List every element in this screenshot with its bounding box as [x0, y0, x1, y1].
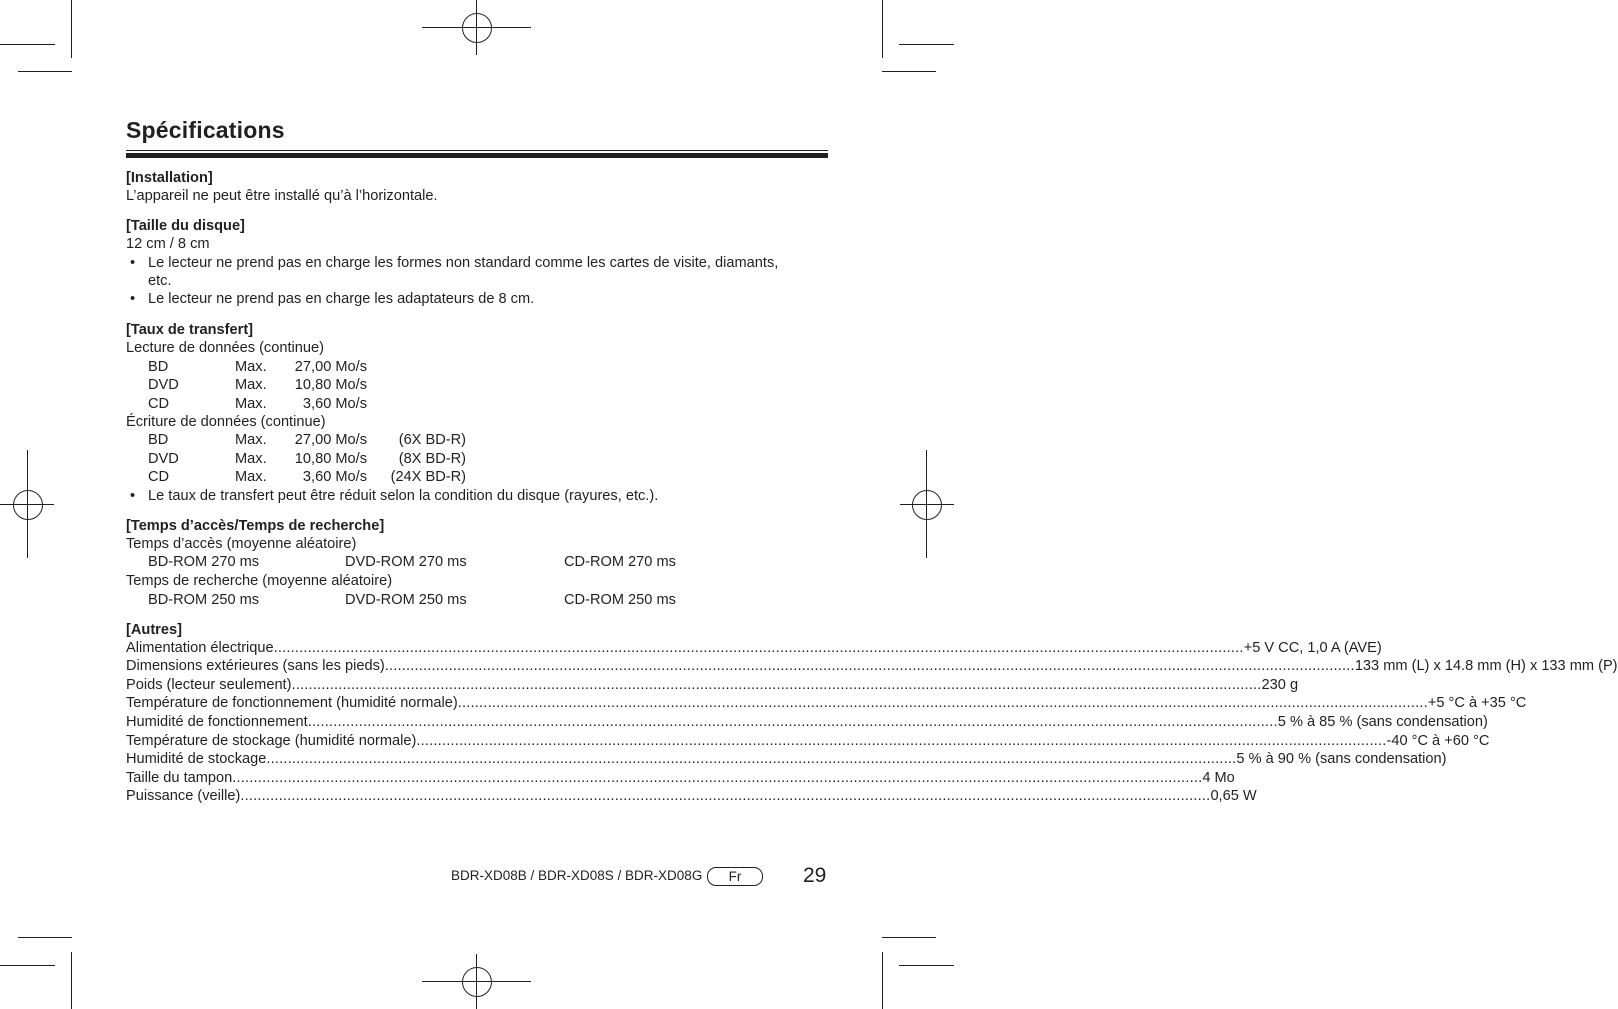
bullet-icon: •: [130, 255, 136, 271]
read-speed: 27,00 Mo/s: [294, 359, 367, 375]
read-max: Max.: [235, 377, 267, 393]
installation-heading: [Installation]: [126, 170, 213, 186]
spec-row-op-humidity: [126, 713, 1488, 731]
leader-dots: ....................................................................................................................................................................................................................................: [291, 677, 1262, 693]
disc-size-bullet-1-cont: etc.: [148, 273, 172, 289]
access-dvd: DVD-ROM 270 ms: [345, 554, 467, 570]
crop-mark: [71, 0, 72, 58]
read-max: Max.: [235, 359, 267, 375]
bullet-icon: •: [130, 291, 136, 307]
read-label: Lecture de données (continue): [126, 340, 324, 356]
spec-value: 5 % à 90 % (sans condensation): [1236, 751, 1447, 767]
access-bd: BD-ROM 270 ms: [148, 554, 260, 570]
spec-label: Alimentation électrique: [126, 640, 274, 656]
read-media: DVD: [148, 377, 179, 393]
read-speed: 10,80 Mo/s: [294, 377, 367, 393]
spec-label: Température de fonctionnement (humidité normale): [126, 695, 458, 711]
spec-label: Température de stockage (humidité normale): [126, 733, 417, 749]
language-badge: Fr: [707, 867, 763, 886]
spec-label: Poids (lecteur seulement): [126, 677, 292, 693]
crop-mark: [882, 71, 936, 72]
seek-bd: BD-ROM 250 ms: [148, 592, 260, 608]
leader-dots: ....................................................................................................................................................................................................................................: [273, 640, 1244, 656]
leader-dots: ....................................................................................................................................................................................................................................: [240, 788, 1211, 804]
spec-row-dimensions: [126, 657, 1618, 675]
spec-value: 133 mm (L) x 14.8 mm (H) x 133 mm (P): [1354, 658, 1618, 674]
spec-value: +5 V CC, 1,0 A (AVE): [1243, 640, 1382, 656]
spec-label: Humidité de fonctionnement: [126, 714, 308, 730]
spec-value: 5 % à 85 % (sans condensation): [1277, 714, 1488, 730]
write-media: BD: [148, 432, 169, 448]
spec-value: +5 °C à +35 °C: [1427, 695, 1527, 711]
disc-size-bullet-2: Le lecteur ne prend pas en charge les adaptateurs de 8 cm.: [148, 291, 535, 307]
disc-size-value: 12 cm / 8 cm: [126, 236, 210, 252]
access-cd: CD-ROM 270 ms: [564, 554, 676, 570]
write-note: (6X BD-R): [398, 432, 466, 448]
spec-value: -40 °C à +60 °C: [1386, 733, 1490, 749]
spec-value: 0,65 W: [1210, 788, 1257, 804]
spec-value: 4 Mo: [1202, 770, 1235, 786]
page-number: 29: [803, 864, 827, 887]
read-speed: 3,60 Mo/s: [302, 396, 367, 412]
leader-dots: ....................................................................................................................................................................................................................................: [232, 770, 1203, 786]
leader-dots: ....................................................................................................................................................................................................................................: [266, 751, 1237, 767]
seek-cd: CD-ROM 250 ms: [564, 592, 676, 608]
crop-mark: [899, 965, 954, 966]
crop-mark: [899, 44, 954, 45]
spec-label: Puissance (veille): [126, 788, 241, 804]
write-max: Max.: [235, 451, 267, 467]
seek-label: Temps de recherche (moyenne aléatoire): [126, 573, 393, 589]
spec-row-storage-humidity: [126, 750, 1447, 768]
transfer-heading: [Taux de transfert]: [126, 322, 254, 338]
spec-label: Taille du tampon: [126, 770, 233, 786]
spec-row-power: [126, 639, 1382, 657]
crop-mark: [0, 965, 55, 966]
write-speed: 27,00 Mo/s: [294, 432, 367, 448]
write-max: Max.: [235, 432, 267, 448]
spec-label: Dimensions extérieures (sans les pieds): [126, 658, 385, 674]
crop-mark: [18, 71, 72, 72]
leader-dots: ....................................................................................................................................................................................................................................: [416, 733, 1387, 749]
crop-mark: [18, 937, 72, 938]
crop-mark: [0, 44, 55, 45]
access-heading: [Temps d’accès/Temps de recherche]: [126, 518, 385, 534]
spec-label: Humidité de stockage: [126, 751, 267, 767]
page-title: Spécifications: [126, 117, 285, 143]
access-label: Temps d’accès (moyenne aléatoire): [126, 536, 357, 552]
read-media: BD: [148, 359, 169, 375]
leader-dots: ....................................................................................................................................................................................................................................: [307, 714, 1278, 730]
crop-mark: [882, 937, 936, 938]
title-rule-thin: [126, 150, 828, 151]
spec-row-op-temp: [126, 694, 1527, 712]
spec-row-buffer: [126, 769, 1235, 787]
other-heading: [Autres]: [126, 622, 182, 638]
write-speed: 10,80 Mo/s: [294, 451, 367, 467]
write-media: DVD: [148, 451, 179, 467]
transfer-bullet: Le taux de transfert peut être réduit selon la condition du disque (rayures, etc.).: [148, 488, 659, 504]
spec-row-storage-temp: [126, 732, 1490, 750]
disc-size-heading: [Taille du disque]: [126, 218, 245, 234]
bullet-icon: •: [130, 488, 136, 504]
spec-row-weight: [126, 676, 1299, 694]
spec-row-standby-power: [126, 787, 1257, 805]
write-media: CD: [148, 469, 170, 485]
seek-dvd: DVD-ROM 250 ms: [345, 592, 467, 608]
write-speed: 3,60 Mo/s: [302, 469, 367, 485]
title-rule-thick: [126, 153, 828, 158]
leader-dots: ....................................................................................................................................................................................................................................: [457, 695, 1428, 711]
footer-model-numbers: BDR-XD08B / BDR-XD08S / BDR-XD08G: [451, 868, 703, 883]
crop-mark: [71, 952, 72, 1009]
write-label: Écriture de données (continue): [126, 414, 326, 430]
read-media: CD: [148, 396, 170, 412]
write-note: (24X BD-R): [390, 469, 466, 485]
leader-dots: ....................................................................................................................................................................................................................................: [384, 658, 1355, 674]
spec-value: 230 g: [1261, 677, 1299, 693]
write-note: (8X BD-R): [398, 451, 466, 467]
installation-text: L’appareil ne peut être installé qu’à l’horizontale.: [126, 188, 438, 204]
crop-mark: [882, 952, 883, 1009]
read-max: Max.: [235, 396, 267, 412]
disc-size-bullet-1: Le lecteur ne prend pas en charge les formes non standard comme les cartes de visite, diamants,: [148, 255, 779, 271]
crop-mark: [882, 0, 883, 58]
write-max: Max.: [235, 469, 267, 485]
